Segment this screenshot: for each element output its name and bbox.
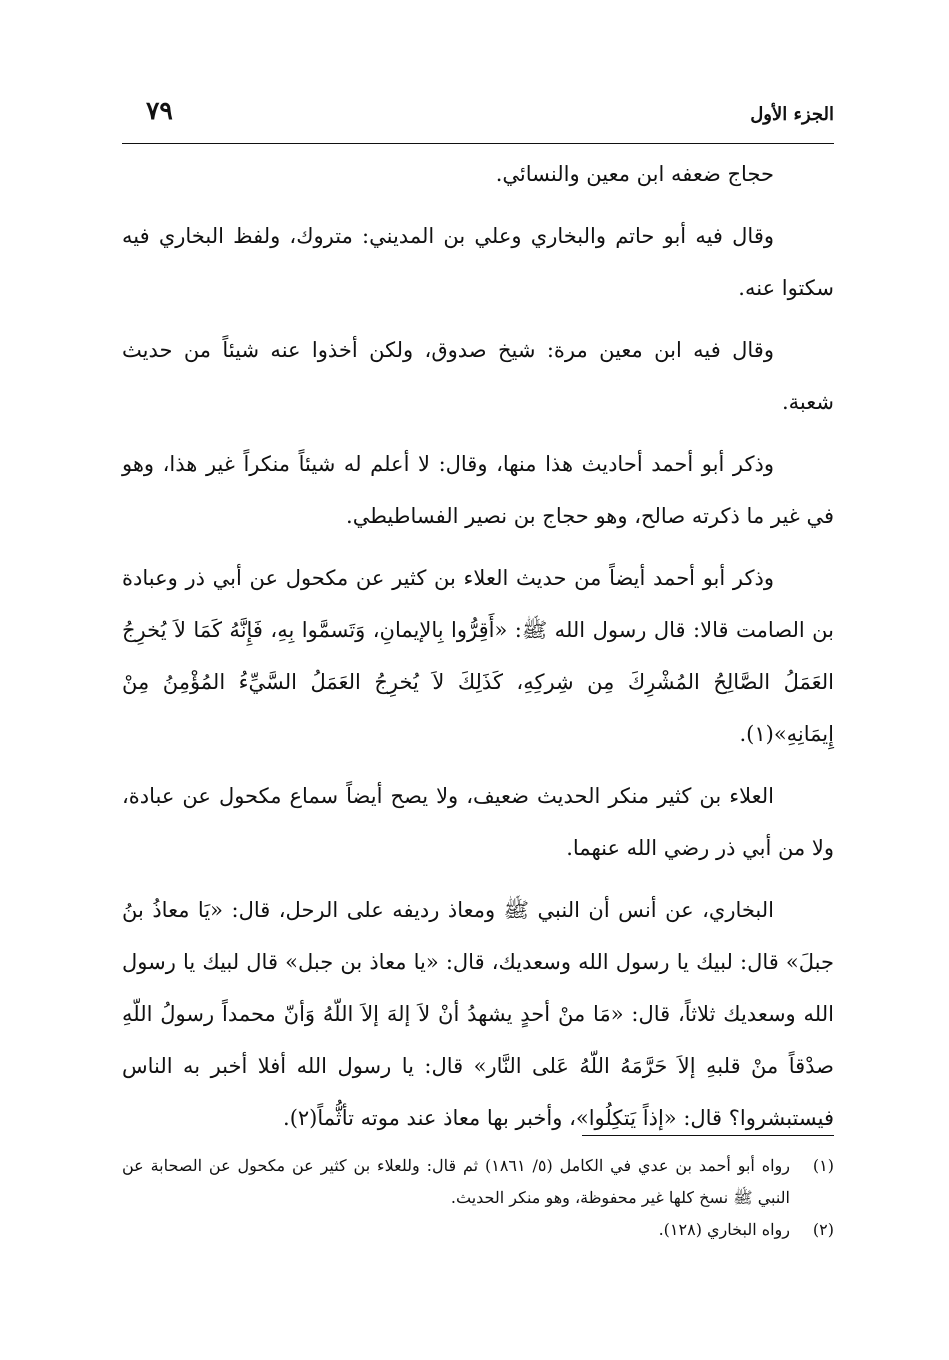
paragraph: وقال فيه ابن معين مرة: شيخ صدوق، ولكن أخذوا عنه شيئاً من حديث شعبة. bbox=[122, 338, 834, 414]
paragraph: وذكر أبو أحمد أحاديث هذا منها، وقال: لا أعلم له شيئاً منكراً غير هذا، وهو في غير ما ذكرته صالح، وهو حجاج بن نصير الفساطيطي. bbox=[122, 452, 834, 528]
paragraph: البخاري، عن أنس أن النبي ﷺ ومعاذ رديفه على الرحل، قال: «يَا معاذُ بنُ جبلَ» قال: لبيك يا رسول الله وسعديك، قال: «يا معاذ بن جبل» قال لبيك يا رسول الله وسعديك ثلاثاً، قال: «مَا منْ أحدٍ يشهدُ أنْ لاَ إلهَ إلاَ اللّهُ وَأنّ محمداً رسولُ اللّهِ صدْقاً منْ قلبهِ إلاَ حَرَّمَهُ اللّهُ عَلى النَّار» قال: يا رسول الله أفلا أخبر به الناس فيستبشروا؟ قال: «إذاً يَتكِلُوا»، وأخبر بها معاذ عند موته تأثُّماً(٢). bbox=[122, 898, 834, 1130]
footnote-divider bbox=[582, 1135, 834, 1136]
paragraph: وذكر أبو أحمد أيضاً من حديث العلاء بن كثير عن مكحول عن أبي ذر وعبادة بن الصامت قالا: قال رسول الله ﷺ: «أَقِرُّوا بِالإيمانِ، وَتَسمَّوا بِهِ، فَإِنَّهُ كَمَا لاَ يُخرِجُ العَمَلُ الصَّالِحُ المُشْرِكَ مِن شِركِهِ، كَذَلِكَ لاَ يُخرِجُ العَمَلُ السَّيِّءُ المُؤْمِنُ مِنْ إِيمَانِهِ»(١). bbox=[122, 566, 834, 746]
page-number: ٧٩ bbox=[146, 96, 173, 125]
footnote-text: رواه البخاري (١٢٨). bbox=[658, 1220, 790, 1239]
footnote bbox=[122, 1214, 834, 1246]
paragraph: وقال فيه أبو حاتم والبخاري وعلي بن المديني: متروك، ولفظ البخاري فيه سكتوا عنه. bbox=[122, 224, 834, 300]
footnote-marker: (١) bbox=[812, 1156, 834, 1175]
running-title: الجزء الأول bbox=[750, 104, 834, 125]
paragraph: حجاج ضعفه ابن معين والنسائي. bbox=[495, 162, 774, 186]
footnote-marker: (٢) bbox=[812, 1220, 834, 1239]
footnote bbox=[122, 1150, 834, 1214]
footnote-text: رواه أبو أحمد بن عدي في الكامل (٥/ ١٨٦١) ثم قال: وللعلاء بن كثير عن مكحول عن الصحابة عن النبي ﷺ نسخ كلها غير محفوظة، وهو منكر الحديث. bbox=[122, 1156, 790, 1207]
footnotes bbox=[122, 1150, 834, 1246]
main-text bbox=[122, 148, 834, 1154]
page-header bbox=[122, 96, 834, 142]
paragraph: العلاء بن كثير منكر الحديث ضعيف، ولا يصح أيضاً سماع مكحول عن عبادة، ولا من أبي ذر رضي الله عنهما. bbox=[122, 784, 834, 860]
header-divider bbox=[122, 143, 834, 144]
